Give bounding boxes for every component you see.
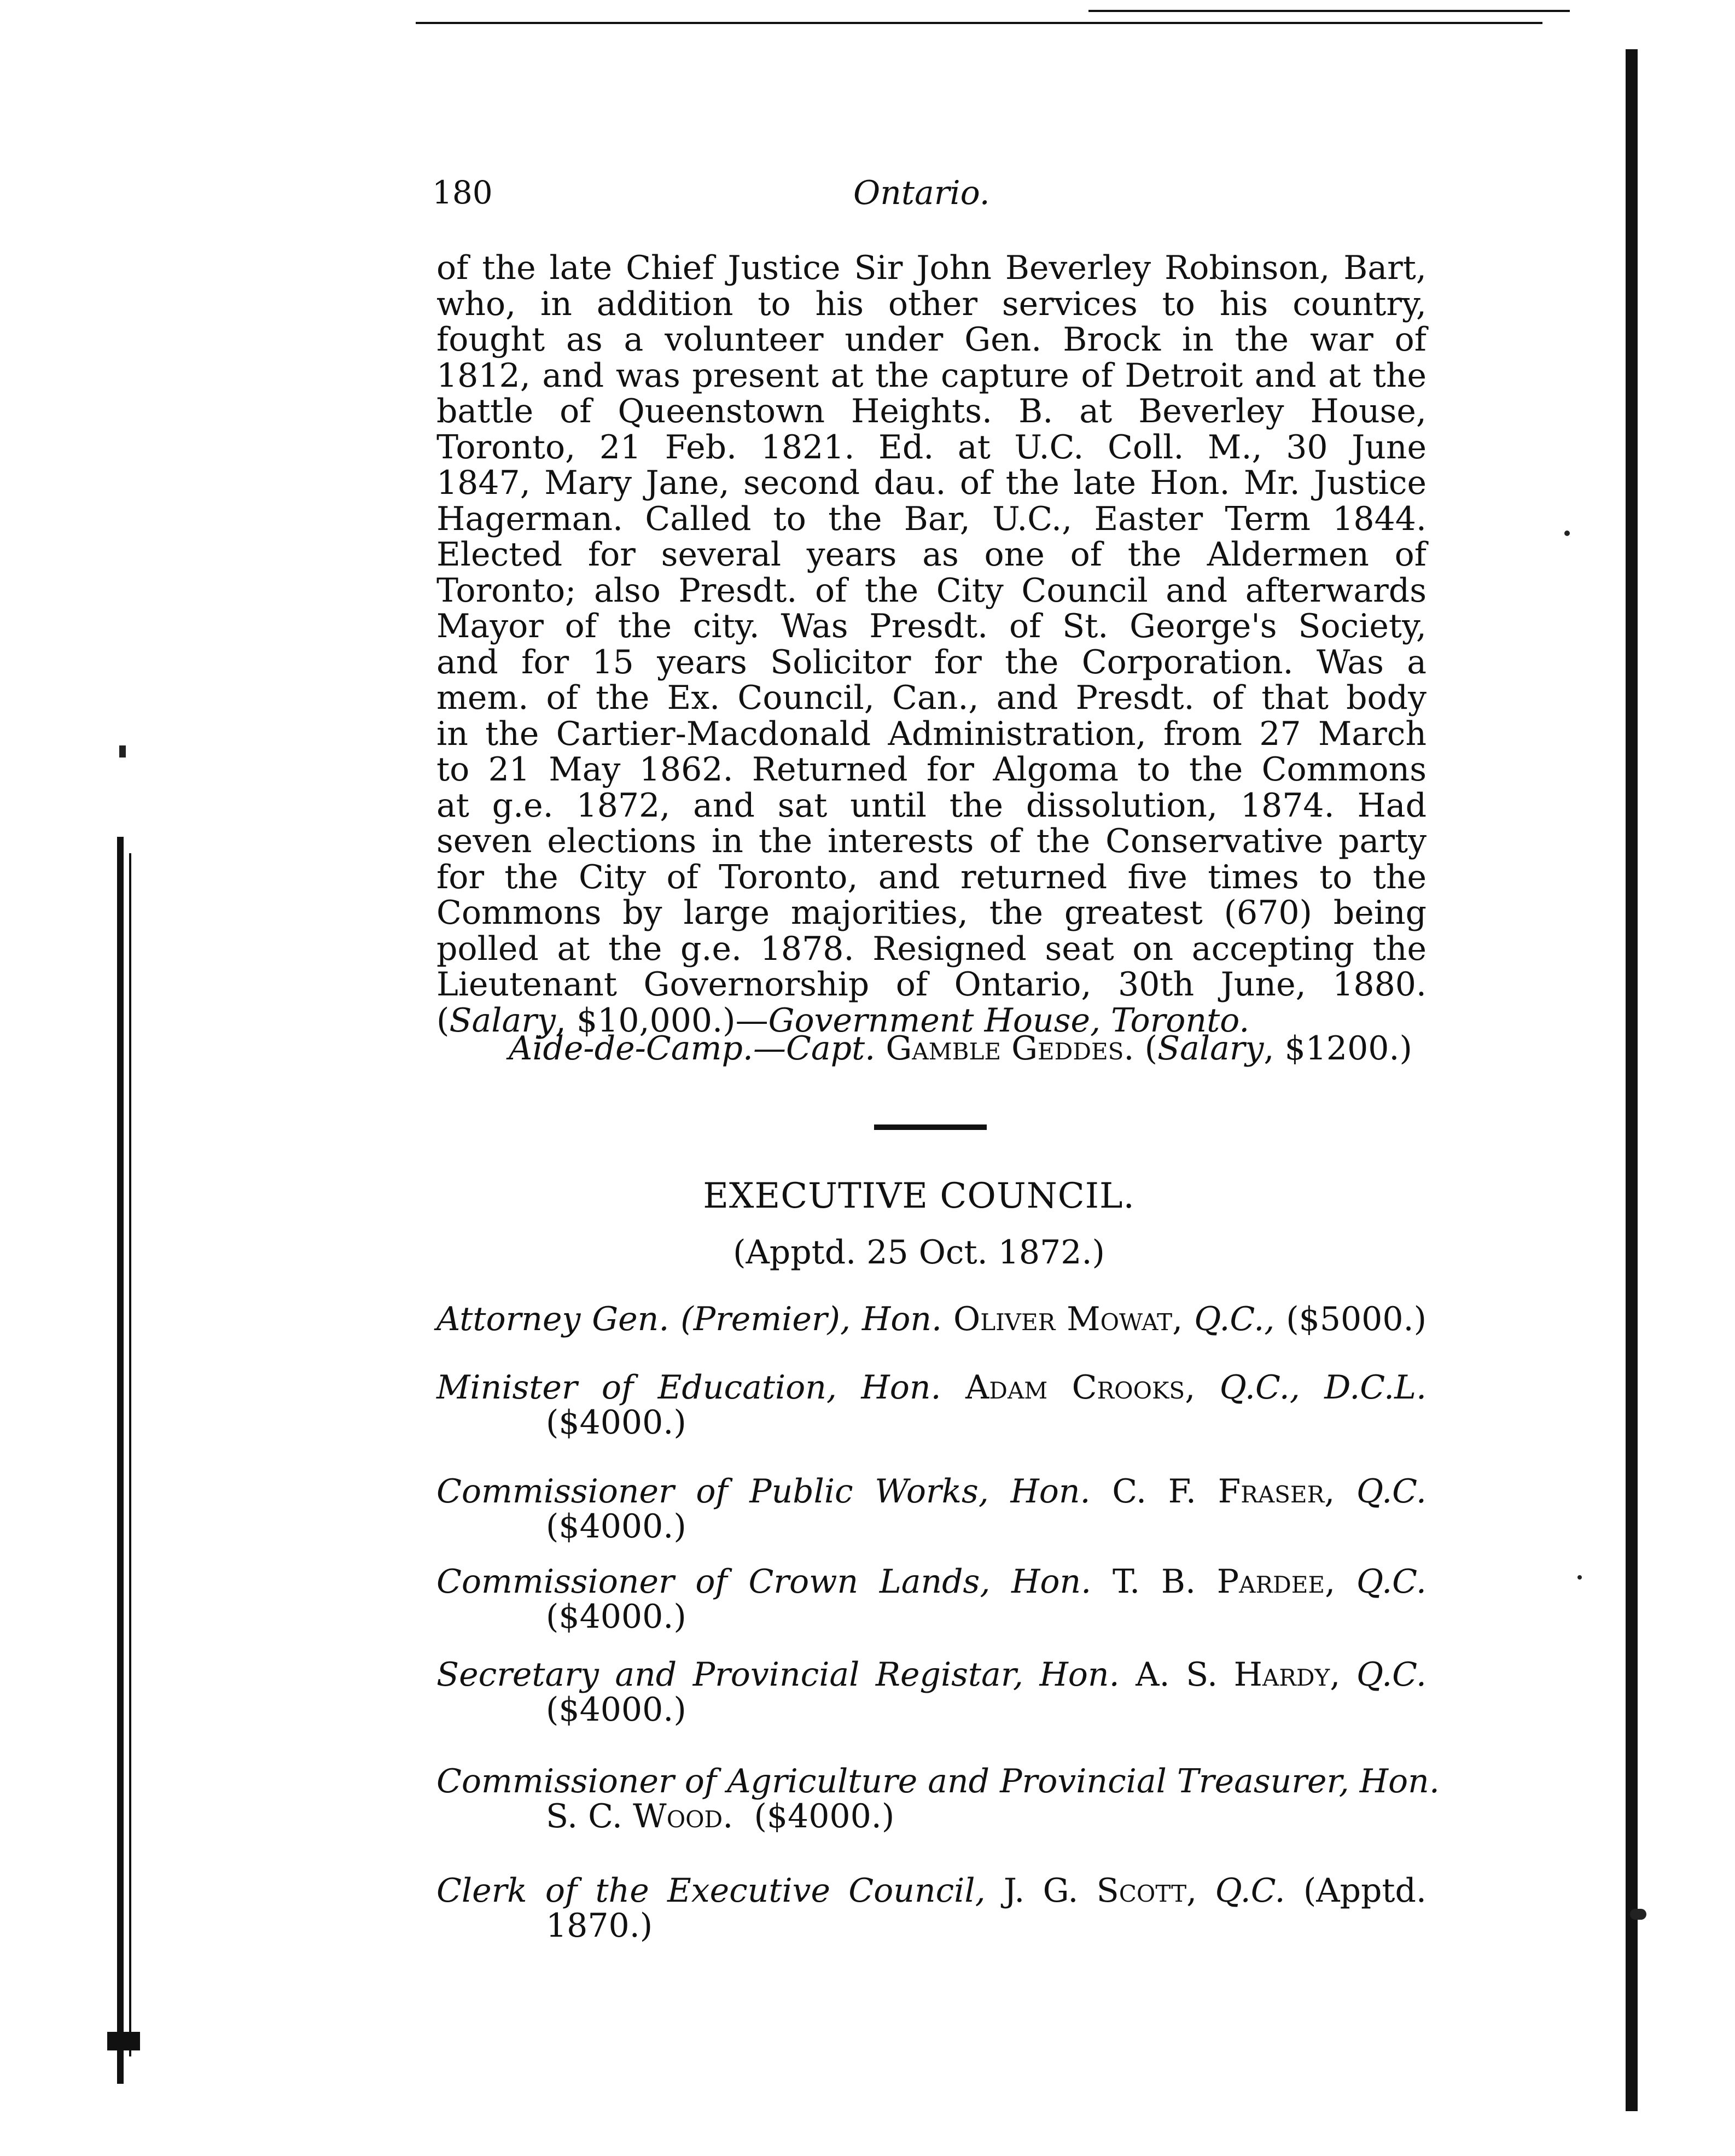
aide-role: Aide-de-Camp.—Capt. [509, 1029, 876, 1068]
entry-office: Commissioner of Crown Lands, Hon. [436, 1563, 1092, 1601]
paren: ( [436, 1001, 450, 1040]
entry-salary: ($4000.) [546, 1507, 686, 1546]
bio-line: Mayor of the city. Was Presdt. of St. George's Society, [436, 607, 1427, 645]
entry-tail: (Apptd. [1303, 1872, 1427, 1910]
scan-left-border [117, 837, 124, 2084]
bio-line: Hagerman. Called to the Bar, U.C., Easter Term 1844. [436, 499, 1427, 538]
biography-paragraph [436, 250, 1427, 1039]
entry-name: A. S. Hardy, [1136, 1656, 1341, 1694]
entry-suffix: Q.C. [1215, 1872, 1285, 1910]
salary-label: Salary [449, 1001, 556, 1040]
bio-line: Commons by large majorities, the greatest (670) being [436, 894, 1427, 932]
entry-suffix: Q.C. [1356, 1472, 1427, 1511]
entry-line [436, 1370, 1427, 1405]
paren: ( [1134, 1029, 1157, 1068]
running-title: Ontario. [853, 174, 990, 212]
bio-line: who, in addition to his other services to his country, [436, 284, 1427, 323]
bio-line: fought as a volunteer under Gen. Brock in the war of [436, 321, 1427, 359]
aide-salary-label: Salary [1157, 1029, 1264, 1068]
entry-salary: ($4000.) [546, 1598, 686, 1636]
entry-line [436, 1873, 1427, 1908]
entry-office: Attorney Gen. (Premier), Hon. [436, 1300, 942, 1338]
entry-name: T. B. Pardee, [1112, 1563, 1336, 1601]
bio-line: Elected for several years as one of the Aldermen of [436, 535, 1427, 574]
entry-office: Commissioner of Agriculture and Provincial Treasurer, Hon. [436, 1762, 1440, 1800]
entry-office: Commissioner of Public Works, Hon. [436, 1472, 1091, 1511]
bio-line: polled at the g.e. 1878. Resigned seat on accepting the [436, 929, 1427, 968]
scan-top-rule-right [1088, 10, 1570, 12]
council-entry [436, 1564, 1427, 1634]
entry-line [436, 1564, 1427, 1599]
aide-name: Gamble Geddes. [886, 1029, 1134, 1068]
page-header [432, 174, 1449, 223]
council-entry [436, 1370, 1427, 1440]
bio-line: in the Cartier-Macdonald Administration, from 27 March [436, 714, 1427, 753]
entry-suffix: Q.C., D.C.L. [1219, 1368, 1427, 1407]
section-heading [0, 1176, 1735, 1216]
entry-salary: ($4000.) [546, 1691, 686, 1729]
section-heading-text: EXECUTIVE COUNCIL. [703, 1176, 1135, 1216]
entry-line-2 [436, 1799, 1427, 1834]
scan-left-border-2 [129, 853, 131, 2056]
bio-line: Toronto; also Presdt. of the City Council and afterwards [436, 571, 1427, 610]
entry-office: Clerk of the Executive Council, [436, 1872, 986, 1910]
scan-speck [1564, 531, 1570, 536]
entry-office: Secretary and Provincial Registar, Hon. [436, 1656, 1120, 1694]
aide-salary-amount: , $1200.) [1264, 1029, 1412, 1068]
bio-line: of the late Chief Justice Sir John Beverley Robinson, Bart, [436, 249, 1427, 287]
entry-suffix: Q.C. [1356, 1656, 1427, 1694]
bio-line: at g.e. 1872, and sat until the dissolution, 1874. Had [436, 786, 1427, 825]
scan-speck [1630, 1909, 1646, 1920]
bio-line: 1812, and was present at the capture of Detroit and at the [436, 356, 1427, 395]
entry-line [436, 1762, 1440, 1800]
bio-line: Toronto, 21 Feb. 1821. Ed. at U.C. Coll. M., 30 June [436, 428, 1427, 467]
entry-suffix: Q.C. [1356, 1563, 1427, 1601]
section-subheading-text: (Apptd. 25 Oct. 1872.) [733, 1233, 1105, 1272]
scan-right-border [1626, 49, 1638, 2111]
bio-line: and for 15 years Solicitor for the Corporation. Was a [436, 643, 1427, 681]
council-entry [436, 1657, 1427, 1727]
entry-tail: ($5000.) [1286, 1300, 1427, 1338]
council-entry [436, 1474, 1427, 1544]
entry-name: C. F. Fraser, [1112, 1472, 1335, 1511]
entry-line [436, 1474, 1427, 1509]
bio-line: Lieutenant Governorship of Ontario, 30th June, 1880. [436, 965, 1427, 1004]
council-entry [436, 1762, 1440, 1835]
entry-line [436, 1302, 1427, 1337]
entry-office: Minister of Education, Hon. [436, 1368, 941, 1407]
scan-left-dash [107, 2032, 140, 2050]
council-entry [436, 1302, 1427, 1337]
bio-line: for the City of Toronto, and returned five times to the [436, 858, 1427, 896]
scan-speck [1577, 1575, 1582, 1580]
scan-speck [119, 745, 126, 757]
entry-name: J. G. Scott, [1003, 1872, 1197, 1910]
entry-name: Adam Crooks, [965, 1368, 1196, 1407]
entry-year: 1870.) [546, 1907, 653, 1945]
salary-amount: , $10,000.)— [555, 1001, 768, 1040]
entry-name: Oliver Mowat, [953, 1300, 1183, 1338]
bio-line: 1847, Mary Jane, second dau. of the late Hon. Mr. Justice [436, 464, 1427, 502]
bio-line: mem. of the Ex. Council, Can., and Presdt. of that body [436, 679, 1427, 717]
section-divider [874, 1124, 987, 1130]
bio-line: to 21 May 1862. Returned for Algoma to the Commons [436, 750, 1427, 789]
bio-line: battle of Queenstown Heights. B. at Beverley House, [436, 392, 1427, 430]
entry-line [436, 1657, 1427, 1692]
entry-salary: ($4000.) [546, 1403, 686, 1442]
page-number: 180 [432, 174, 493, 211]
residence: Government House, Toronto. [768, 1001, 1250, 1040]
entry-salary: ($4000.) [754, 1797, 895, 1835]
entry-name: S. C. Wood. [546, 1797, 733, 1835]
council-entry [436, 1873, 1427, 1943]
aide-de-camp-line [509, 1031, 1428, 1067]
entry-suffix: Q.C., [1194, 1300, 1275, 1338]
scan-top-rule [416, 22, 1542, 24]
bio-line: seven elections in the interests of the Conservative party [436, 822, 1427, 860]
section-subheading [0, 1233, 1735, 1272]
